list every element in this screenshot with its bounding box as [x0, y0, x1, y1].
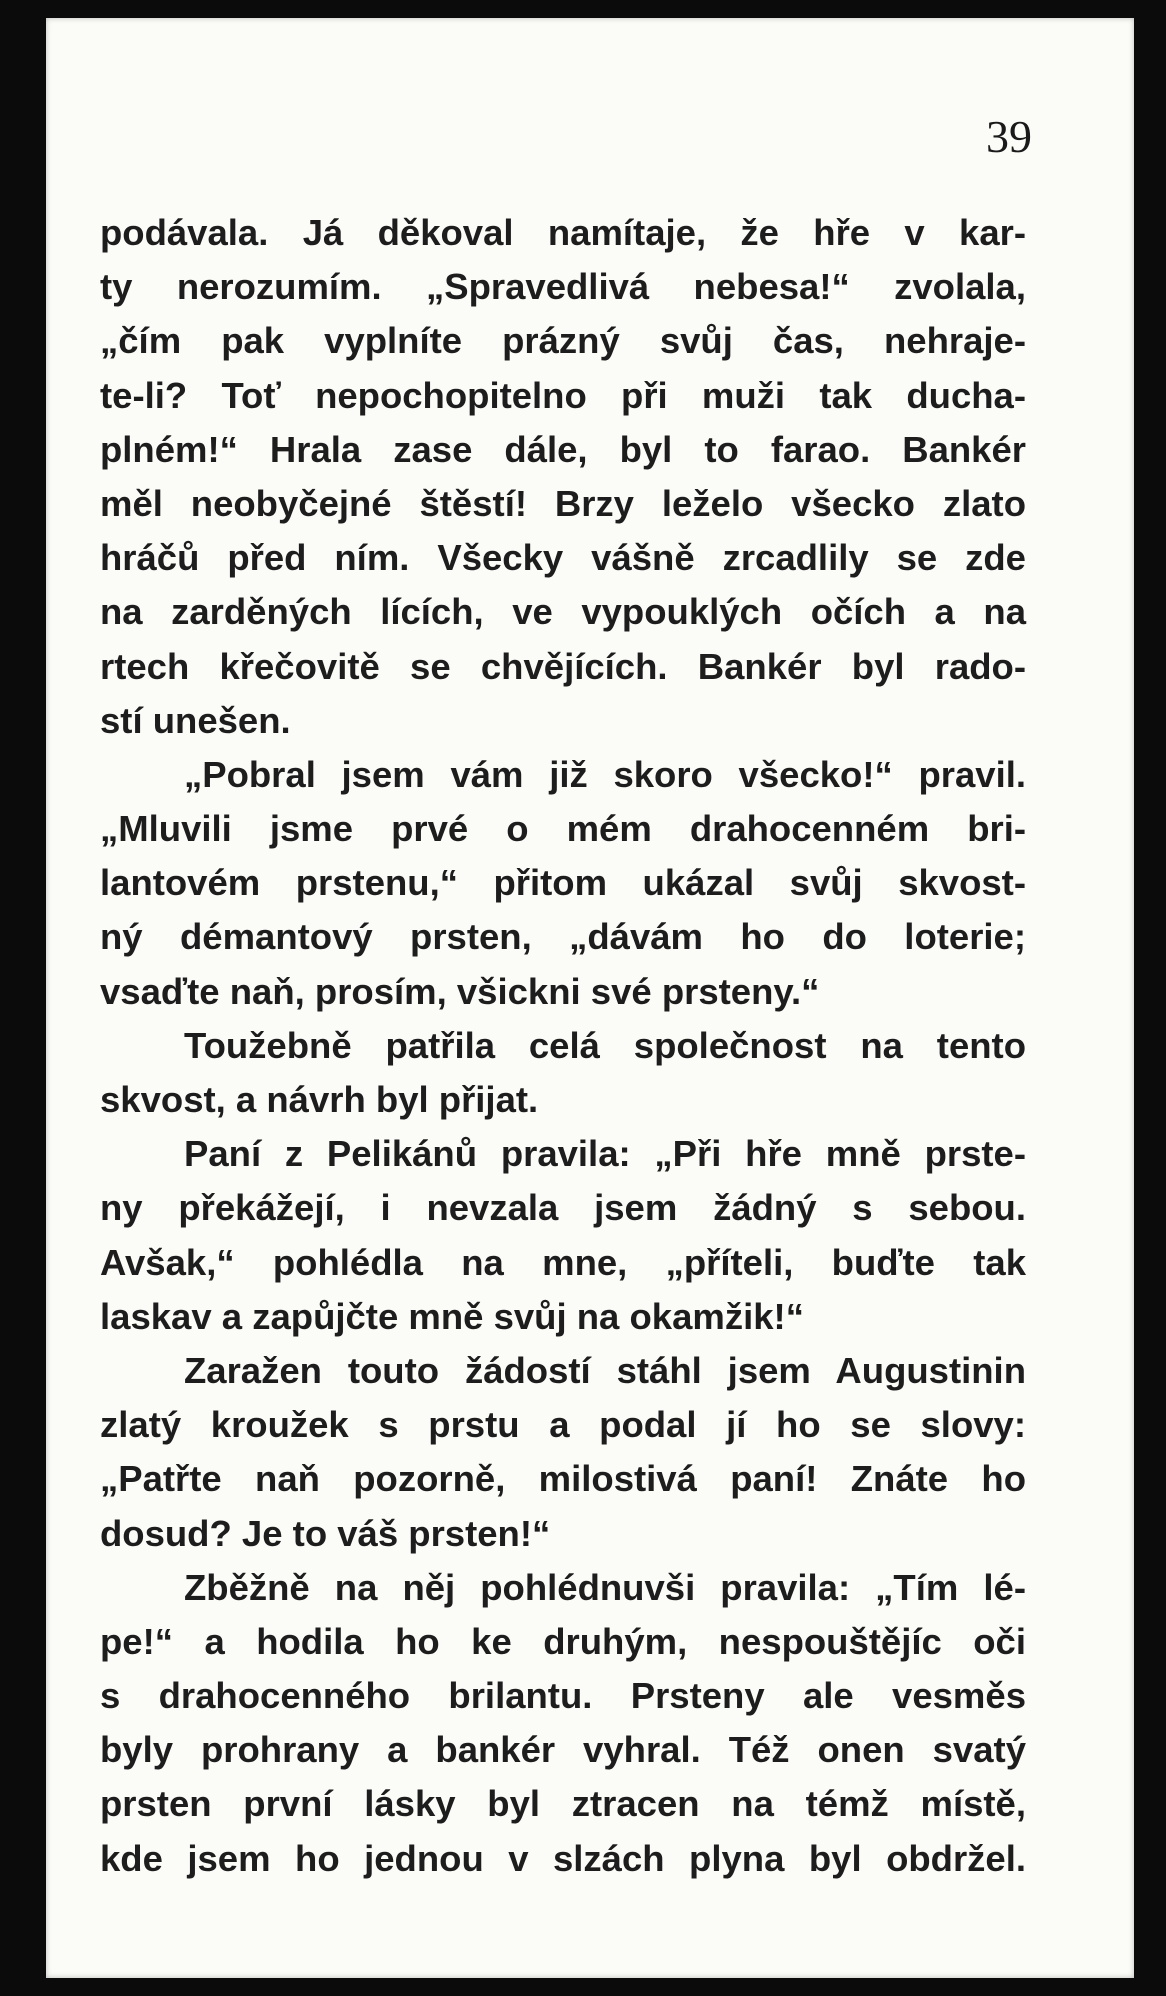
- text-line: hráčů před ním. Všecky vášně zrcadlily se zde: [100, 537, 1026, 579]
- page-number: 39: [986, 111, 1032, 162]
- text-line: „Mluvili jsme prvé o mém drahocenném bri-: [100, 808, 1026, 850]
- text-line: zlatý kroužek s prstu a podal jí ho se slovy:: [100, 1404, 1026, 1446]
- text-line: Zaražen touto žádostí stáhl jsem Augustinin: [184, 1349, 1026, 1391]
- text-line: vsaďte naň, prosím, všickni své prsteny.“: [100, 970, 820, 1012]
- text-line: byly prohrany a bankér vyhral. Též onen svatý: [100, 1729, 1026, 1771]
- text-line: Avšak,“ pohlédla na mne, „příteli, buďte tak: [100, 1241, 1026, 1283]
- text-line: skvost, a návrh byl přijat.: [100, 1079, 539, 1120]
- text-line: Zběžně na něj pohlédnuvši pravila: „Tím lé-: [184, 1566, 1026, 1608]
- book-page: [46, 18, 1134, 1978]
- text-line: lantovém prstenu,“ přitom ukázal svůj skvost-: [100, 862, 1026, 904]
- text-line: plném!“ Hrala zase dále, byl to farao. Bankér: [100, 428, 1026, 470]
- text-line: te-li? Toť nepochopitelno při muži tak ducha-: [100, 374, 1026, 416]
- text-line: rtech křečovitě se chvějících. Bankér byl rado-: [100, 645, 1026, 687]
- text-line: Paní z Pelikánů pravila: „Při hře mně prste-: [184, 1133, 1026, 1175]
- text-line: ný démantový prsten, „dávám ho do loterie;: [100, 916, 1026, 958]
- text-line: kde jsem ho jednou v slzách plyna byl obdržel.: [100, 1837, 1026, 1879]
- text-line: „čím pak vyplníte prázný svůj čas, nehraje-: [100, 320, 1026, 362]
- text-line: ty nerozumím. „Spravedlivá nebesa!“ zvolala,: [100, 266, 1026, 308]
- text-line: na zarděných lících, ve vypouklých očích a na: [100, 591, 1026, 633]
- text-line: pe!“ a hodila ho ke druhým, nespouštějíc oči: [100, 1620, 1026, 1662]
- text-line: měl neobyčejné štěstí! Brzy leželo všecko zlato: [100, 482, 1026, 524]
- text-line: prsten první lásky byl ztracen na témž místě,: [100, 1783, 1026, 1825]
- body-text: [100, 206, 1026, 1886]
- text-line: ny překážejí, i nevzala jsem žádný s sebou.: [100, 1187, 1026, 1229]
- text-line: dosud? Je to váš prsten!“: [100, 1512, 551, 1554]
- text-line: laskav a zapůjčte mně svůj na okamžik!“: [100, 1295, 804, 1337]
- text-line: „Patřte naň pozorně, milostivá paní! Znáte ho: [100, 1458, 1026, 1500]
- text-line: „Pobral jsem vám již skoro všecko!“ pravil.: [184, 753, 1026, 795]
- text-line: s drahocenného brilantu. Prsteny ale vesměs: [100, 1675, 1026, 1717]
- text-line: Toužebně patřila celá společnost na tento: [184, 1024, 1026, 1066]
- text-line: stí unešen.: [100, 699, 291, 741]
- text-line: podávala. Já děkoval namítaje, že hře v kar-: [100, 212, 1026, 253]
